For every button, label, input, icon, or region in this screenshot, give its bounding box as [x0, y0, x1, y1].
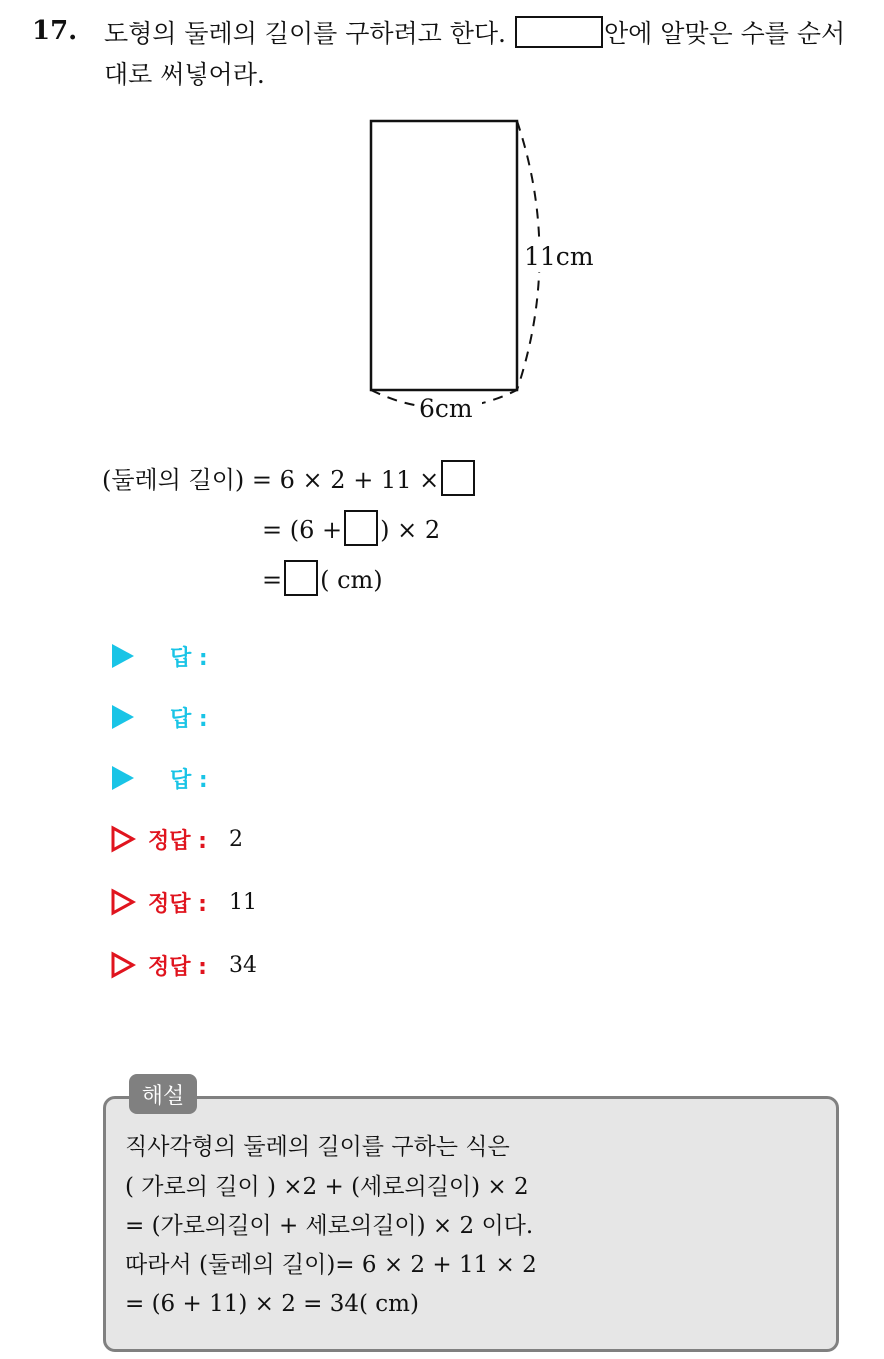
answer-blank-1 [441, 460, 475, 496]
answer-row-2 [110, 697, 230, 737]
question-text-line2: 대로 써넣어라. [104, 60, 265, 89]
answer-row-1 [110, 636, 230, 676]
answer-label: 답 : [170, 706, 208, 732]
outline-triangle-icon [110, 951, 136, 979]
correct-answer-row-1 [110, 819, 243, 859]
equation-1-expression: = 6 × 2 + 11 × [251, 466, 440, 494]
question-text-after-blank: 안에 알맞은 수를 순서 [603, 19, 846, 48]
equation-line-1 [102, 460, 477, 498]
outline-triangle-icon [110, 825, 136, 853]
question-text-line1 [104, 16, 845, 51]
equation-2-part-b: ) × 2 [380, 516, 441, 544]
correct-answer-row-2 [110, 882, 257, 922]
rectangle-figure [340, 108, 630, 438]
solution-line-1: 직사각형의 둘레의 길이를 구하는 식은 [125, 1134, 510, 1160]
correct-answer-label: 정답 : [148, 891, 207, 917]
solution-line-5: = (6 + 11) × 2 = 34( cm) [125, 1291, 419, 1317]
equation-3-part-b: ( cm) [320, 566, 383, 594]
correct-answer-row-3 [110, 945, 257, 985]
filled-triangle-icon [110, 764, 136, 792]
question-text-before-blank: 도형의 둘레의 길이를 구하려고 한다. [104, 19, 506, 48]
filled-triangle-icon [110, 703, 136, 731]
correct-answer-value: 2 [228, 826, 243, 852]
height-label: 11cm [524, 242, 594, 271]
equation-line-3 [262, 560, 383, 598]
equation-line-2 [262, 510, 440, 548]
answer-blank-3 [284, 560, 318, 596]
equation-3-part-a: = [262, 566, 283, 594]
solution-line-4: 따라서 (둘레의 길이)= 6 × 2 + 11 × 2 [125, 1252, 537, 1278]
equation-2-part-a: = (6 + [262, 516, 343, 544]
inline-blank-box [515, 16, 603, 48]
perimeter-label: (둘레의 길이) [102, 466, 245, 494]
correct-answer-value: 11 [228, 889, 257, 915]
correct-answer-label: 정답 : [148, 954, 207, 980]
answer-row-3 [110, 758, 230, 798]
correct-answer-value: 34 [228, 952, 257, 978]
solution-tag: 해설 [129, 1074, 197, 1114]
solution-line-2: ( 가로의 길이 ) ×2 + (세로의길이) × 2 [125, 1174, 529, 1200]
width-label: 6cm [419, 394, 473, 423]
rectangle-shape [371, 121, 517, 390]
filled-triangle-icon [110, 642, 136, 670]
answer-label: 답 : [170, 767, 208, 793]
answer-label: 답 : [170, 645, 208, 671]
solution-line-3: = (가로의길이 + 세로의길이) × 2 이다. [125, 1213, 534, 1239]
correct-answer-label: 정답 : [148, 828, 207, 854]
question-number: 17. [32, 16, 78, 46]
answer-blank-2 [344, 510, 378, 546]
outline-triangle-icon [110, 888, 136, 916]
